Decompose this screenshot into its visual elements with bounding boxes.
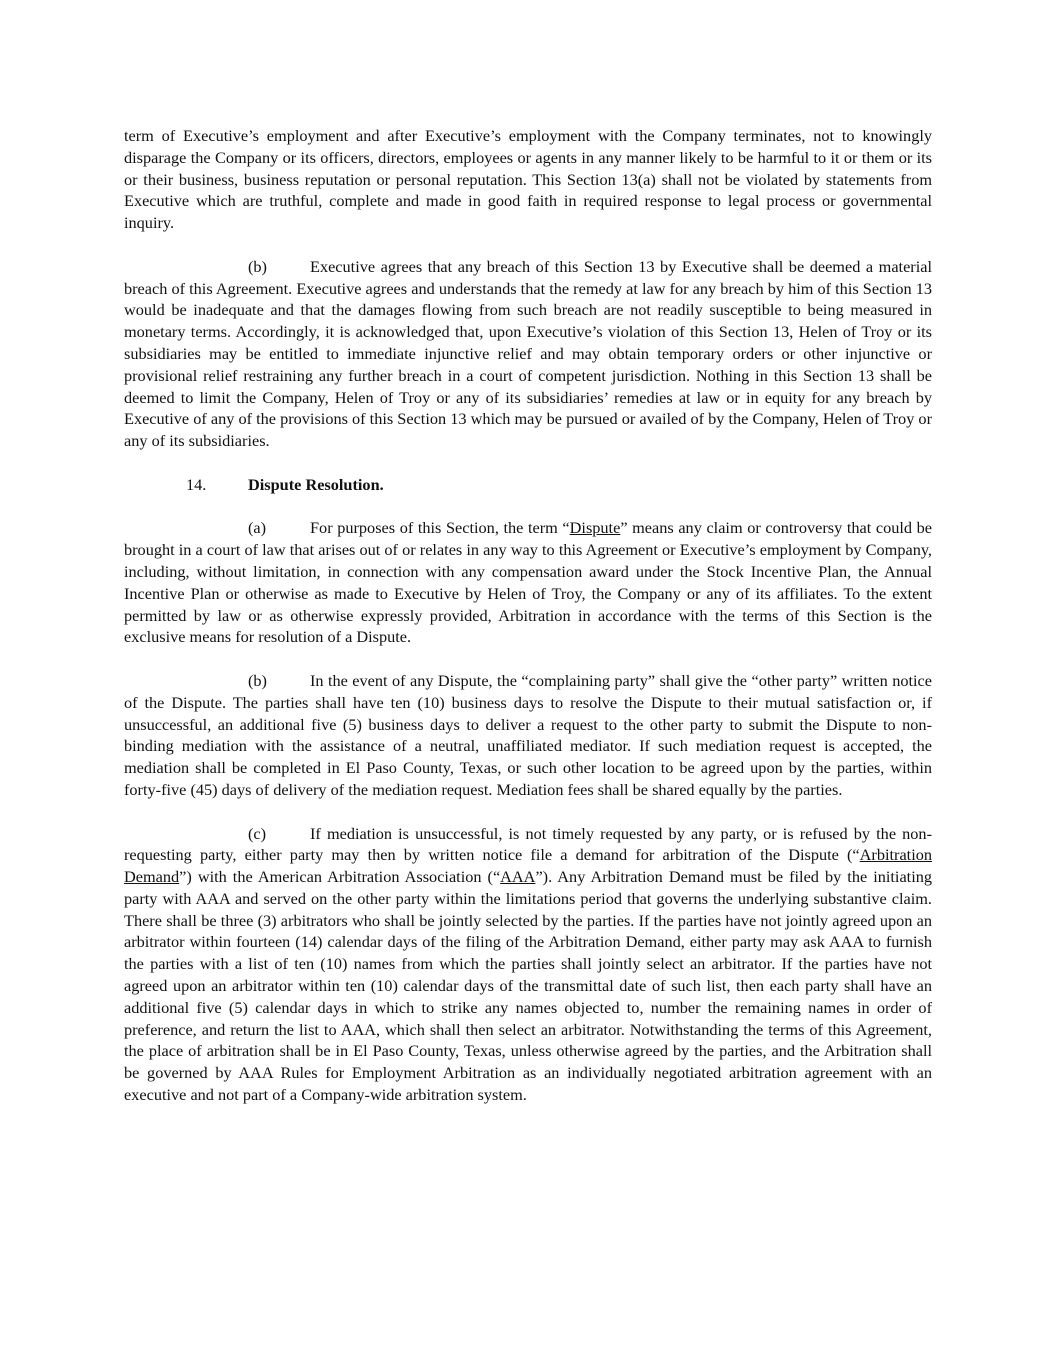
section-14b-text: In the event of any Dispute, the “complaining party” shall give the “other party” written notice of the Dispute. The parties shall have ten (10) business days to resolve the Dispute to their mutual satisfaction or, if unsuccessful, an additional five (5) business days to deliver a request to the other party to submit the Dispute to non-binding mediation with the assistance of a neutral, unaffiliated mediator. If such mediation request is accepted, the mediation shall be completed in El Paso County, Texas, or such other location to be agreed upon by the parties, within forty-five (45) days of delivery of the mediation request. Mediation fees shall be shared equally by the parties.: [124, 670, 932, 799]
section-14-number: 14.: [186, 474, 207, 494]
section-14c-label: (c): [248, 823, 267, 843]
section-14a-text-pre: For purposes of this Section, the term “: [310, 518, 570, 538]
section-13a-continuation: term of Executive’s employment and after Executive’s employment with the Company terminates, not to knowingly disparage the Company or its officers, directors, employees or agents in any manner likely to be harmful to it or them or its or their business, business reputation or personal reputation. This Section 13(a) shall not be violated by statements from Executive which are truthful, complete and made in good faith in required response to legal process or governmental inquiry.: [124, 126, 932, 233]
defined-term-aaa: AAA: [500, 867, 536, 887]
defined-term-arbitration-demand: Arbitration Demand: [124, 845, 932, 887]
section-14b-label: (b): [248, 670, 267, 690]
section-14b-paragraph: [124, 670, 932, 801]
section-14c-text-part2: ”) with the American Arbitration Association (“: [179, 867, 501, 887]
section-14c-paragraph: [124, 823, 932, 1106]
section-14c-text-part1: If mediation is unsuccessful, is not timely requested by any party, or is refused by the non-requesting party, either party may then by written notice file a demand for arbitration of the Dispute (“: [124, 823, 932, 865]
section-14a-label: (a): [248, 518, 267, 538]
defined-term-dispute: Dispute: [569, 518, 621, 538]
section-14-title: Dispute Resolution.: [248, 474, 384, 494]
section-13b-paragraph: [124, 256, 932, 452]
section-14a-text-post: ” means any claim or controversy that could be brought in a court of law that arises out of or relates in any way to this Agreement or Executive’s employment by Company, including, without limitation, in connection with any compensation award under the Stock Incentive Plan, the Annual Incentive Plan or otherwise as made to Executive by Helen of Troy, the Company or any of its affiliates. To the extent permitted by law or as otherwise expressly provided, Arbitration in accordance with the terms of this Section is the exclusive means for resolution of a Dispute.: [124, 518, 932, 647]
section-13b-label: (b): [248, 256, 267, 276]
section-14-heading: [124, 474, 932, 496]
section-13b-text: Executive agrees that any breach of this Section 13 by Executive shall be deemed a material breach of this Agreement. Executive agrees and understands that the remedy at law for any breach by him of this Section 13 would be inadequate and that the damages flowing from such breach are not readily susceptible to being measured in monetary terms. Accordingly, it is acknowledged that, upon Executive’s violation of this Section 13, Helen of Troy or its subsidiaries may be entitled to immediate injunctive relief and may obtain temporary orders or other injunctive or provisional relief restraining any further breach in a court of competent jurisdiction. Nothing in this Section 13 shall be deemed to limit the Company, Helen of Troy or any of its subsidiaries’ remedies at law or in equity for any breach by Executive of any of the provisions of this Section 13 which may be pursued or availed of by the Company, Helen of Troy or any of its subsidiaries.: [124, 256, 932, 451]
section-14c-text-part3: ”). Any Arbitration Demand must be filed by the initiating party with AAA and served on the other party within the limitations period that governs the underlying substantive claim. There shall be three (3) arbitrators who shall be jointly selected by the parties. If the parties have not jointly agreed upon an arbitrator within fourteen (14) calendar days of the filing of the Arbitration Demand, either party may ask AAA to furnish the parties with a list of ten (10) names from which the parties shall jointly select an arbitrator. If the parties have not agreed upon an arbitrator within ten (10) calendar days of the transmittal date of such list, then each party shall have an additional five (5) calendar days in which to strike any names objected to, number the remaining names in order of preference, and return the list to AAA, which shall then select an arbitrator. Notwithstanding the terms of this Agreement, the place of arbitration shall be in El Paso County, Texas, unless otherwise agreed by the parties, and the Arbitration shall be governed by AAA Rules for Employment Arbitration as an individually negotiated arbitration agreement with an executive and not part of a Company-wide arbitration system.: [124, 867, 932, 1105]
document-page: [124, 125, 932, 1128]
section-14a-paragraph: [124, 517, 932, 648]
